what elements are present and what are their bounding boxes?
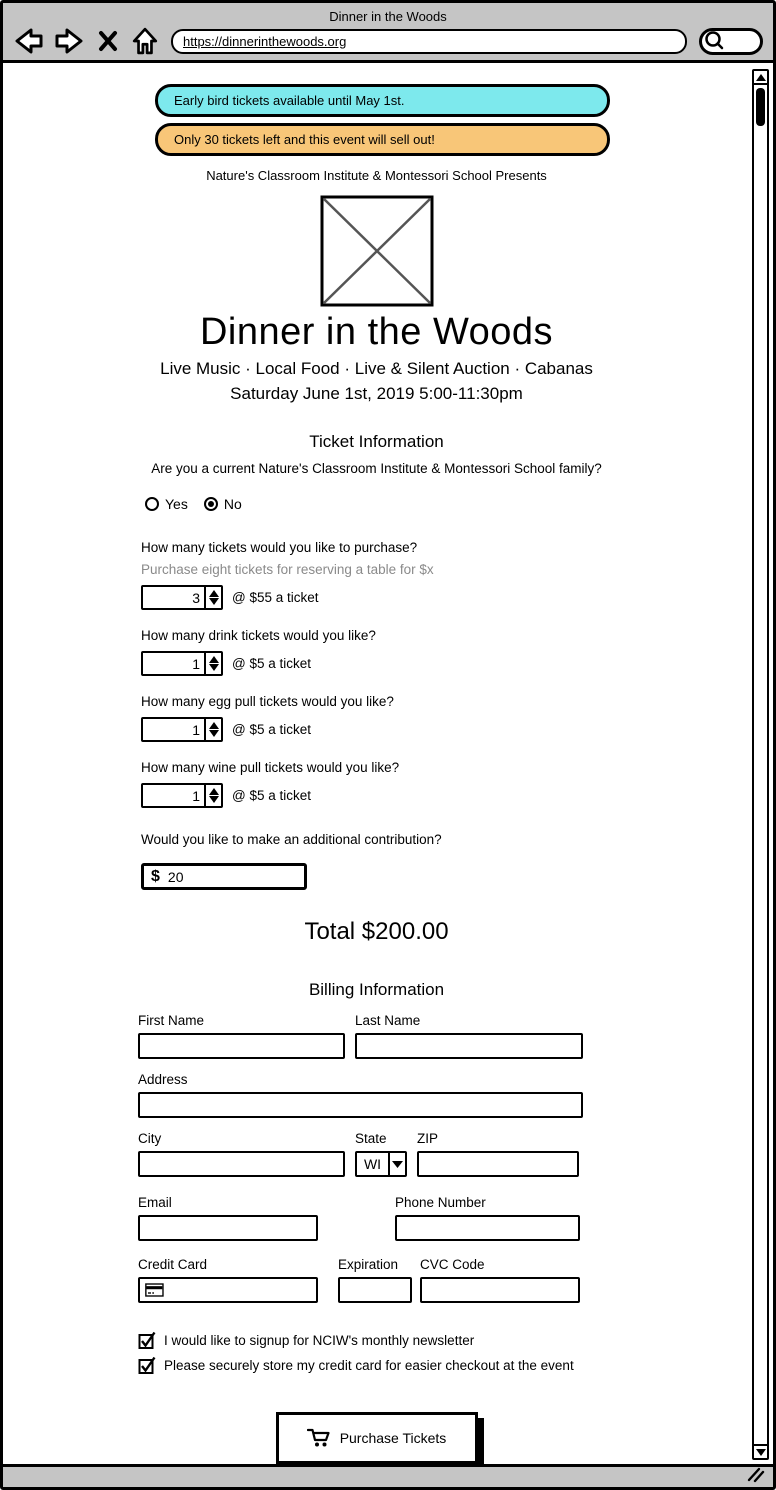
stepper-up-icon[interactable] bbox=[209, 590, 219, 597]
stepper-up-icon[interactable] bbox=[209, 788, 219, 795]
egg-stepper-input[interactable] bbox=[143, 719, 204, 740]
tickets-stepper-arrows[interactable] bbox=[204, 587, 221, 608]
phone-field[interactable] bbox=[395, 1215, 580, 1241]
expiration-group bbox=[338, 1257, 412, 1303]
tickets-stepper-input[interactable] bbox=[143, 587, 204, 608]
credit-card-field[interactable] bbox=[138, 1277, 318, 1303]
family-question: Are you a current Nature's Classroom Institute & Montessori School family? bbox=[151, 461, 602, 476]
wine-stepper-input[interactable] bbox=[143, 785, 204, 806]
drink-price: @ $5 a ticket bbox=[232, 656, 311, 671]
page-title: Dinner in the Woods bbox=[199, 311, 554, 353]
contribution-question bbox=[141, 832, 750, 890]
drink-stepper[interactable] bbox=[141, 651, 223, 676]
radio-no[interactable] bbox=[204, 496, 242, 512]
egg-stepper-arrows[interactable] bbox=[204, 719, 221, 740]
ticket-information-heading: Ticket Information bbox=[309, 432, 444, 451]
contribution-field[interactable] bbox=[141, 863, 307, 890]
billing-information-heading: Billing Information bbox=[308, 980, 445, 999]
presents-line: Nature's Classroom Institute & Montessori School Presents bbox=[206, 168, 547, 183]
tickets-left-banner-text: Only 30 tickets left and this event will sell out! bbox=[174, 132, 435, 147]
credit-card-group bbox=[138, 1257, 318, 1303]
state-label: State bbox=[355, 1131, 387, 1146]
drink-stepper-input[interactable] bbox=[143, 653, 204, 674]
drink-stepper-arrows[interactable] bbox=[204, 653, 221, 674]
address-input[interactable] bbox=[145, 1098, 576, 1113]
vertical-scrollbar[interactable] bbox=[752, 69, 769, 1460]
event-subtitle: Live Music · Local Food · Live & Silent Auction · Cabanas bbox=[160, 359, 593, 378]
credit-card-label: Credit Card bbox=[138, 1257, 208, 1272]
last-name-label: Last Name bbox=[355, 1013, 421, 1028]
checkbox-checked-icon[interactable] bbox=[138, 1356, 156, 1374]
browser-chrome bbox=[3, 3, 773, 63]
scroll-up-icon[interactable] bbox=[754, 71, 767, 85]
expiration-label: Expiration bbox=[338, 1257, 399, 1272]
stepper-down-icon[interactable] bbox=[209, 730, 219, 737]
billing-form bbox=[138, 1013, 583, 1303]
back-icon[interactable] bbox=[13, 27, 43, 55]
address-group bbox=[138, 1072, 583, 1118]
stepper-up-icon[interactable] bbox=[209, 722, 219, 729]
currency-symbol: $ bbox=[151, 867, 160, 885]
purchase-tickets-button[interactable] bbox=[276, 1412, 478, 1464]
zip-label: ZIP bbox=[417, 1131, 439, 1146]
email-field[interactable] bbox=[138, 1215, 318, 1241]
state-value: WI bbox=[363, 1156, 382, 1172]
drink-question bbox=[141, 628, 750, 676]
search-icon bbox=[704, 30, 726, 52]
total-amount: Total $200.00 bbox=[304, 918, 449, 945]
expiration-field[interactable] bbox=[338, 1277, 412, 1303]
credit-card-icon bbox=[145, 1282, 164, 1298]
url-text: https://dinnerinthewoods.org bbox=[183, 33, 347, 49]
zip-group bbox=[417, 1131, 579, 1177]
wine-stepper-arrows[interactable] bbox=[204, 785, 221, 806]
last-name-group bbox=[355, 1013, 583, 1059]
window-title: Dinner in the Woods bbox=[329, 9, 447, 24]
cvc-input[interactable] bbox=[427, 1283, 573, 1298]
tickets-label: How many tickets would you like to purchase? bbox=[141, 540, 418, 555]
city-label: City bbox=[138, 1131, 162, 1146]
tickets-question bbox=[141, 540, 750, 610]
stepper-down-icon[interactable] bbox=[209, 796, 219, 803]
first-name-group bbox=[138, 1013, 345, 1059]
wine-question bbox=[141, 760, 750, 808]
first-name-input[interactable] bbox=[145, 1039, 338, 1054]
city-field[interactable] bbox=[138, 1151, 345, 1177]
radio-yes-circle[interactable] bbox=[145, 497, 159, 511]
city-input[interactable] bbox=[145, 1157, 338, 1172]
phone-label: Phone Number bbox=[395, 1195, 486, 1210]
page-content bbox=[3, 66, 750, 1464]
radio-no-circle[interactable] bbox=[204, 497, 218, 511]
home-icon[interactable] bbox=[131, 27, 159, 55]
purchase-tickets-label: Purchase Tickets bbox=[339, 1430, 447, 1446]
expiration-input[interactable] bbox=[345, 1283, 405, 1298]
radio-no-label: No bbox=[223, 496, 242, 512]
zip-field[interactable] bbox=[417, 1151, 579, 1177]
contribution-input[interactable] bbox=[168, 869, 268, 885]
credit-card-input[interactable] bbox=[169, 1283, 311, 1298]
last-name-input[interactable] bbox=[362, 1039, 576, 1054]
options-checkboxes bbox=[138, 1331, 750, 1374]
radio-yes-label: Yes bbox=[165, 496, 188, 512]
browser-toolbar bbox=[13, 27, 763, 55]
phone-input[interactable] bbox=[402, 1221, 573, 1236]
radio-yes[interactable] bbox=[145, 496, 188, 512]
stepper-down-icon[interactable] bbox=[209, 598, 219, 605]
stepper-down-icon[interactable] bbox=[209, 664, 219, 671]
forward-icon[interactable] bbox=[55, 27, 85, 55]
tickets-stepper[interactable] bbox=[141, 585, 223, 610]
egg-label: How many egg pull tickets would you like? bbox=[141, 694, 394, 709]
zip-input[interactable] bbox=[424, 1157, 572, 1172]
search-box[interactable] bbox=[699, 28, 763, 55]
first-name-label: First Name bbox=[138, 1013, 205, 1028]
tickets-left-banner bbox=[155, 123, 610, 156]
newsletter-checkbox-row[interactable] bbox=[138, 1331, 750, 1349]
newsletter-checkbox-label: I would like to signup for NCIW's monthly newsletter bbox=[164, 1333, 475, 1348]
cvc-label: CVC Code bbox=[420, 1257, 485, 1272]
email-label: Email bbox=[138, 1195, 172, 1210]
tickets-hint: Purchase eight tickets for reserving a table for $x bbox=[141, 562, 434, 577]
scrollbar-thumb[interactable] bbox=[756, 88, 765, 126]
first-name-field[interactable] bbox=[138, 1033, 345, 1059]
email-input[interactable] bbox=[145, 1221, 311, 1236]
cart-icon bbox=[307, 1427, 331, 1449]
wine-price: @ $5 a ticket bbox=[232, 788, 311, 803]
status-bar bbox=[3, 1464, 773, 1487]
egg-stepper[interactable] bbox=[141, 717, 223, 742]
event-image-placeholder bbox=[320, 195, 434, 307]
state-group bbox=[355, 1131, 407, 1177]
url-bar[interactable] bbox=[171, 29, 687, 54]
state-dropdown[interactable] bbox=[355, 1151, 407, 1177]
email-group bbox=[138, 1195, 318, 1241]
egg-price: @ $5 a ticket bbox=[232, 722, 311, 737]
scroll-down-icon[interactable] bbox=[754, 1444, 767, 1458]
last-name-field[interactable] bbox=[355, 1033, 583, 1059]
address-label: Address bbox=[138, 1072, 188, 1087]
family-radio-group bbox=[145, 496, 750, 512]
store-card-checkbox-label: Please securely store my credit card for easier checkout at the event bbox=[164, 1358, 574, 1373]
wine-stepper[interactable] bbox=[141, 783, 223, 808]
address-field[interactable] bbox=[138, 1092, 583, 1118]
stop-icon[interactable] bbox=[97, 29, 119, 53]
cvc-field[interactable] bbox=[420, 1277, 580, 1303]
egg-question bbox=[141, 694, 750, 742]
store-card-checkbox-row[interactable] bbox=[138, 1356, 750, 1374]
early-bird-banner-text: Early bird tickets available until May 1st. bbox=[174, 93, 405, 108]
tickets-price: @ $55 a ticket bbox=[232, 590, 319, 605]
chevron-down-icon[interactable] bbox=[388, 1153, 405, 1175]
city-group bbox=[138, 1131, 345, 1177]
phone-group bbox=[395, 1195, 580, 1241]
cvc-group bbox=[420, 1257, 580, 1303]
stepper-up-icon[interactable] bbox=[209, 656, 219, 663]
resize-handle-icon[interactable] bbox=[747, 1467, 765, 1483]
event-datetime: Saturday June 1st, 2019 5:00-11:30pm bbox=[230, 384, 523, 403]
drink-label: How many drink tickets would you like? bbox=[141, 628, 376, 643]
early-bird-banner bbox=[155, 84, 610, 117]
checkbox-checked-icon[interactable] bbox=[138, 1331, 156, 1349]
alert-banners bbox=[155, 84, 610, 156]
contribution-label: Would you like to make an additional contribution? bbox=[141, 832, 442, 847]
wine-label: How many wine pull tickets would you like? bbox=[141, 760, 400, 775]
